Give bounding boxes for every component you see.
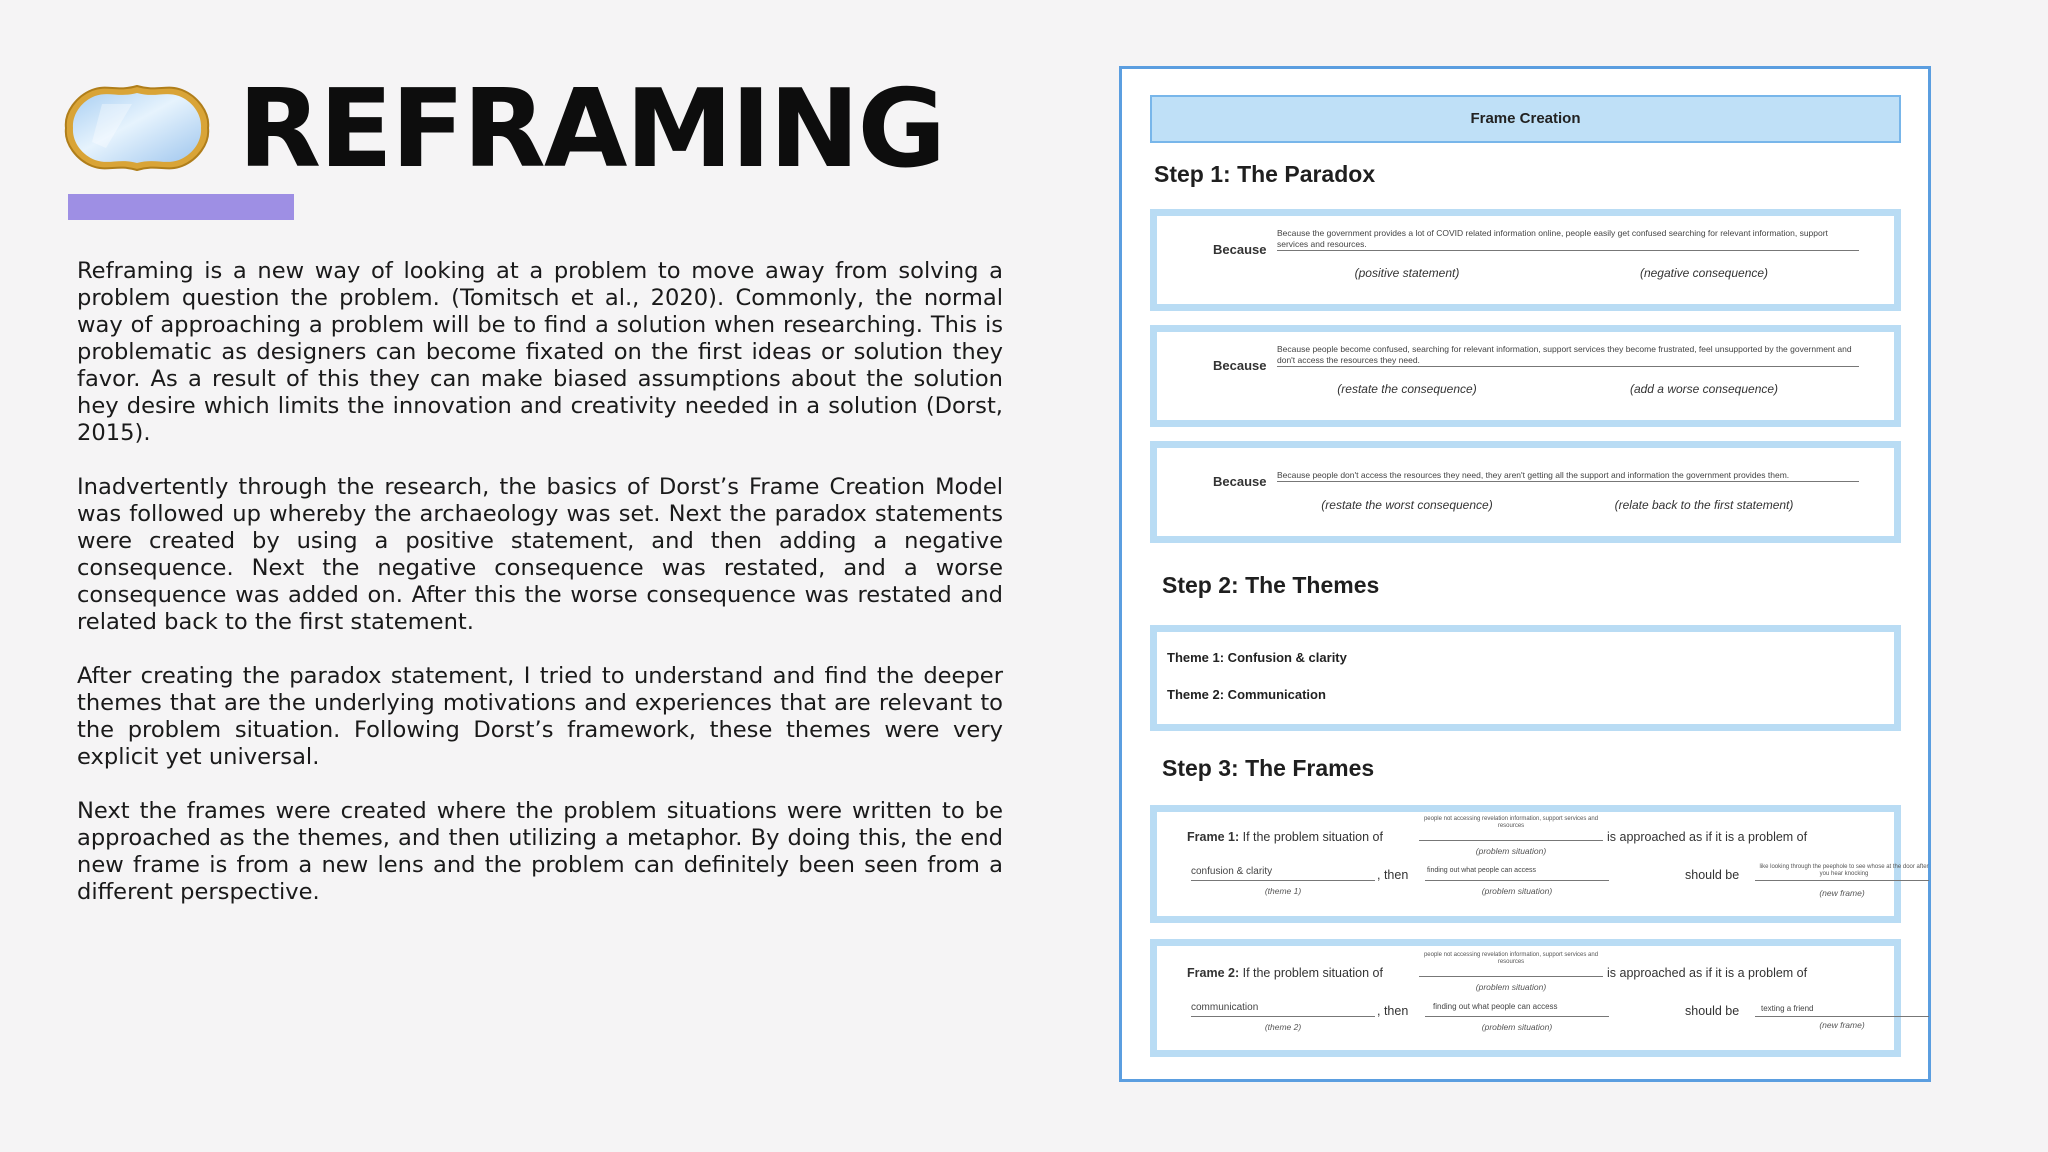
problem-caption: (problem situation) [1475,846,1547,856]
problem-caption: (problem situation) [1481,886,1553,896]
frame-approached-text: is approached as if it is a problem of [1607,830,1808,844]
frame-creation-worksheet [1119,66,1931,1082]
themes-box [1150,625,1901,731]
frame-theme-value: communication [1191,1002,1259,1013]
caption-left: (restate the worst consequence) [1321,498,1493,512]
fill-line [1191,1016,1375,1017]
fill-line [1419,976,1603,977]
because-label: Because [1213,242,1267,257]
paradox-box-3 [1150,441,1901,543]
frame-box-1 [1150,805,1929,923]
frame-then-value: finding out what people can access [1427,867,1536,874]
accent-bar [68,194,294,220]
paragraph: After creating the paradox statement, I tried to understand and find the deeper themes that are the underlying motivations and experiences that are relevant to the problem situation. Following Dorst’s framework, these themes were very explicit yet universal. [77,663,1003,770]
paradox-box-2 [1150,325,1901,427]
paragraph: Next the frames were created where the problem situations were written to be approached as the themes, and then utilizing a metaphor. By doing this, the end new frame is from a new lens and the problem can definitely been seen from a different perspective. [77,798,1003,905]
paradox-statement: Because people don't access the resources they need, they aren't getting all the support and information the government provides them. [1277,470,1859,482]
theme-caption: (theme 2) [1264,1022,1302,1032]
fill-line [1419,840,1603,841]
because-label: Because [1213,474,1267,489]
new-frame-caption: (new frame) [1819,888,1865,898]
fill-line [1755,880,1929,881]
frame-should-text: should be [1685,868,1740,882]
caption-left: (restate the consequence) [1337,382,1477,396]
frame-if-text: If the problem situation of [1242,966,1383,980]
caption-right: (add a worse consequence) [1629,382,1779,396]
fill-line [1755,1016,1929,1017]
page-title: REFRAMING [238,67,945,192]
mirror-icon [62,82,212,174]
because-label: Because [1213,358,1267,373]
new-frame-caption: (new frame) [1819,1020,1865,1030]
caption-right: (relate back to the first statement) [1614,498,1794,512]
frame-situation: people not accessing revelation information, support services and resources [1423,952,1599,965]
frame-situation: people not accessing revelation information, support services and resources [1423,816,1599,829]
paradox-statement: Because people become confused, searching for relevant information, support services they become frustrated, feel unsupported by the government and don't access the resources they need. [1277,344,1859,367]
frame-approached-text: is approached as if it is a problem of [1607,966,1808,980]
fill-line [1425,880,1609,881]
problem-caption: (problem situation) [1481,1022,1553,1032]
theme-caption: (theme 1) [1264,886,1302,896]
frame-if-text: If the problem situation of [1242,830,1383,844]
paragraph: Inadvertently through the research, the basics of Dorst’s Frame Creation Model was followed up whereby the archaeology was set. Next the paradox statements were created by using a positive statement, and then adding a negative consequence. Next the negative consequence was restated, and a worse consequence was added on. After this the worse consequence was restated and related back to the first statement. [77,474,1003,635]
frame-theme-value: confusion & clarity [1191,866,1273,877]
frame-then-value: finding out what people can access [1433,1002,1558,1011]
step1-title: Step 1: The Paradox [1154,161,1376,187]
frame-then-text: , then [1377,1004,1409,1018]
frame-new-value: texting a friend [1761,1004,1814,1013]
frame-new-value: like looking through the peephole to see whose at the door after you hear knocking [1759,864,1929,877]
frame-box-2 [1150,939,1901,1057]
paragraph: Reframing is a new way of looking at a problem to move away from solving a problem question the problem. (Tomitsch et al., 2020). Commonly, the normal way of approaching a problem will be to find a solution when researching. This is problematic as designers can become fixated on the first ideas or solution they favor. As a result of this they can make biased assumptions about the solution hey desire which limits the innovation and creativity needed in a solution (Dorst, 2015). [77,258,1003,446]
problem-caption: (problem situation) [1475,982,1547,992]
frame-label: Frame 2: [1187,966,1240,980]
paradox-box-1 [1150,209,1901,311]
frame-label: Frame 1: [1187,830,1240,844]
fill-line [1425,1016,1609,1017]
frame-then-text: , then [1377,868,1409,882]
frame-sentence-start [1187,966,1383,980]
fill-line [1191,880,1375,881]
body-text [77,258,1003,933]
caption-left: (positive statement) [1354,266,1460,280]
frame-should-text: should be [1685,1004,1740,1018]
step3-title: Step 3: The Frames [1162,755,1375,781]
worksheet-header: Frame Creation [1150,95,1901,143]
paradox-statement: Because the government provides a lot of COVID related information online, people easily get confused searching for relevant information, support services and resources. [1277,228,1859,251]
caption-right: (negative consequence) [1639,266,1769,280]
step2-title: Step 2: The Themes [1162,572,1380,598]
theme-1: Theme 1: Confusion & clarity [1167,650,1347,665]
theme-2: Theme 2: Communication [1167,687,1326,702]
frame-sentence-start [1187,830,1383,844]
